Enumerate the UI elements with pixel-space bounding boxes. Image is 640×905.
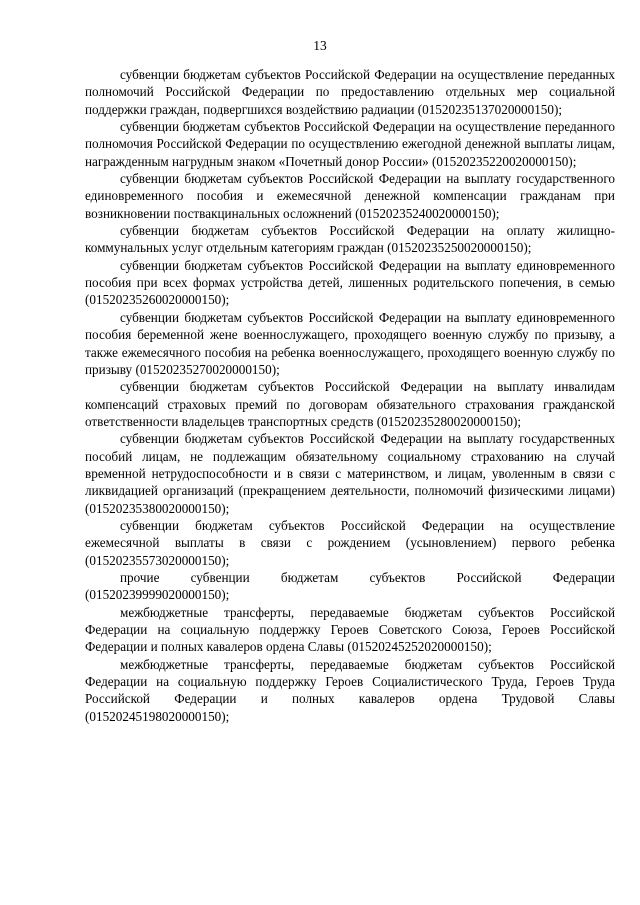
document-body bbox=[85, 66, 615, 725]
paragraph-radiation-subvention: субвенции бюджетам субъектов Российской Федерации на осуществление переданных полномочий Российской Федерации по предоставлению отдельных мер социальной поддержки граждан, подвергшихся воздействию радиации (01520235137020000150); bbox=[85, 67, 615, 117]
paragraph-child-placement-subvention: субвенции бюджетам субъектов Российской Федерации на выплату единовременного пособия при всех формах устройства детей, лишенных родительского попечения, в семью (01520235260020000150); bbox=[85, 257, 615, 308]
paragraph-honorary-donor-subvention: субвенции бюджетам субъектов Российской Федерации на осуществление переданного полномочия Российской Федерации по осуществлению ежегодной денежной выплаты лицам, награжденным нагрудным знаком «Почетный донор России» (01520235220020000150); bbox=[85, 119, 615, 169]
paragraph-heroes-socialist-labor-transfers: межбюджетные трансферты, передаваемые бюджетам субъектов Российской Федерации на социальную поддержку Героев Социалистического Труда, Героев Труда Российской Федерации и полных кавалеров ордена Трудовой Славы (01520245198020000150); bbox=[85, 656, 615, 724]
paragraph-heroes-soviet-union-transfers: межбюджетные трансферты, передаваемые бюджетам субъектов Российской Федерации на социальную поддержку Героев Советского Союза, Героев Российской Федерации и полных кавалеров ордена Славы (01520245252020000150); bbox=[85, 604, 615, 655]
paragraph-insurance-compensation-subvention: субвенции бюджетам субъектов Российской Федерации на выплату инвалидам компенсаций страховых премий по договорам обязательного страхования гражданской ответственности владельцев транспортных средств (01520235280020000150); bbox=[85, 379, 615, 429]
paragraph-military-wife-subvention: субвенции бюджетам субъектов Российской Федерации на выплату единовременного пособия беременной жене военнослужащего, проходящего военную службу по призыву, а также ежемесячного пособия на ребенка военнослужащего, проходящего военную службу по призыву (01520235270020000150); bbox=[85, 309, 615, 377]
paragraph-other-subventions: прочие субвенции бюджетам субъектов Российской Федерации (01520239999020000150); bbox=[85, 569, 615, 603]
paragraph-post-vaccination-subvention: субвенции бюджетам субъектов Российской Федерации на выплату государственного единовременного пособия и ежемесячной денежной компенсации гражданам при возникновении поствакцинальных осложнений (01520235240020000150); bbox=[85, 171, 615, 221]
paragraph-housing-utilities-subvention: субвенции бюджетам субъектов Российской Федерации на оплату жилищно-коммунальных услуг отдельным категориям граждан (01520235250020000150); bbox=[85, 223, 615, 256]
paragraph-first-child-subvention: субвенции бюджетам субъектов Российской Федерации на осуществление ежемесячной выплаты в связи с рождением (усыновлением) первого ребенка (01520235573020000150); bbox=[85, 517, 615, 568]
page-number: 13 bbox=[313, 38, 327, 53]
paragraph-state-benefits-subvention: субвенции бюджетам субъектов Российской Федерации на выплату государственных пособий лицам, не подлежащим обязательному социальному страхованию на случай временной нетрудоспособности и в связи с материнством, и лицам, уволенным в связи с ликвидацией организаций (прекращением деятельности, полномочий физическими лицами) (01520235380020000150); bbox=[85, 431, 615, 516]
